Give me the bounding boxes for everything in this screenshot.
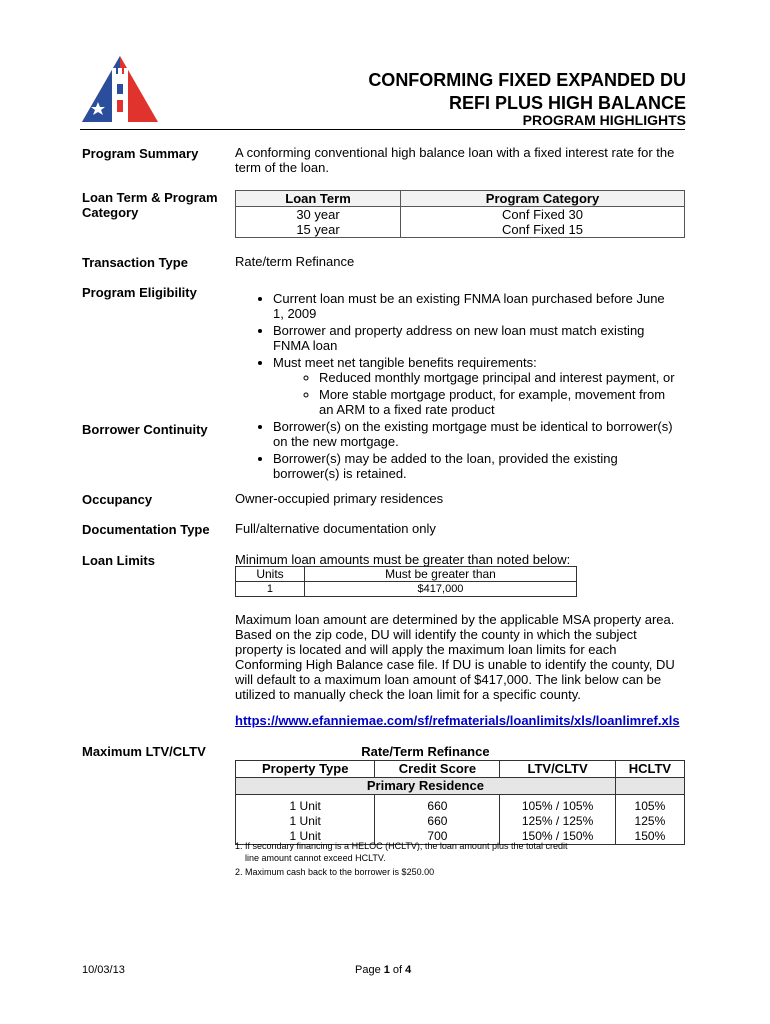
label-borrower-continuity: Borrower Continuity — [82, 422, 208, 437]
program-eligibility-list — [235, 291, 675, 419]
program-category-header: Program Category — [401, 191, 685, 207]
sub-list-item: ◦ More stable mortgage product, for example, movement from an ARM to a fixed rate product — [319, 387, 675, 417]
loan-term-table — [235, 190, 685, 238]
table-cell: 150% / 150% — [500, 829, 615, 845]
table-cell: Conf Fixed 15 — [401, 222, 685, 238]
table-cell: 660 — [375, 799, 500, 814]
company-logo-icon — [80, 54, 160, 124]
sub-list-item: ◦ Reduced monthly mortgage principal and interest payment, or — [319, 370, 675, 385]
hcltv-header: HCLTV — [615, 761, 684, 778]
loan-limits-paragraph: Maximum loan amount are determined by the applicable MSA property area. Based on the zip code, DU will identify the county in which the subject property is located and will apply the maximum loan limits for each Conforming High Balance case file. If DU is unable to identify the county, DU will default to a maximum loan amount of $417,000. The link below can be utilized to manually check the loan limit for a specific county. — [235, 612, 675, 702]
table-cell: 1 — [236, 582, 305, 597]
program-summary-text: A conforming conventional high balance loan with a fixed interest rate for the term of the loan. — [235, 145, 675, 175]
borrower-continuity-list — [235, 419, 675, 483]
label-documentation-type: Documentation Type — [82, 522, 210, 537]
table-cell: 1 Unit — [236, 829, 375, 845]
table-cell: 1 Unit — [236, 799, 375, 814]
footer-page-number — [355, 964, 411, 976]
table-cell: $417,000 — [304, 582, 576, 597]
property-type-header: Property Type — [236, 761, 375, 778]
credit-score-header: Credit Score — [375, 761, 500, 778]
footnote-1: 1. If secondary financing is a HELOC (HCLTV), the loan amount plus the total credit — [235, 841, 568, 851]
ltv-cltv-header: LTV/CLTV — [500, 761, 615, 778]
table-cell: 105% / 105% — [500, 799, 615, 814]
table-cell: 700 — [375, 829, 500, 845]
document-title-line1: CONFORMING FIXED EXPANDED DU — [368, 70, 686, 90]
page-of: of — [389, 964, 406, 976]
table-cell: 15 year — [236, 222, 401, 238]
page-num: 1 — [383, 964, 390, 976]
header-rule — [80, 129, 685, 130]
list-item-text: Must meet net tangible benefits requirements: — [273, 355, 537, 370]
primary-residence-row: Primary Residence — [236, 778, 616, 795]
footnote-2: 2. Maximum cash back to the borrower is $250.00 — [235, 867, 435, 877]
list-item: • Borrower(s) on the existing mortgage must be identical to borrower(s) on the new mortgage. — [273, 419, 675, 449]
label-transaction-type: Transaction Type — [82, 255, 188, 270]
ltv-caption: Rate/Term Refinance — [361, 744, 490, 759]
label-occupancy: Occupancy — [82, 492, 153, 507]
ltv-table — [235, 744, 685, 845]
footnote-1-continued: line amount cannot exceed HCLTV. — [245, 853, 386, 863]
page-prefix: Page — [355, 964, 384, 976]
transaction-type-text: Rate/term Refinance — [235, 254, 355, 269]
loan-limits-link[interactable]: https://www.efanniemae.com/sf/refmaterials/loanlimits/xls/loanlimref.xls — [235, 713, 680, 728]
table-cell: 125% — [615, 814, 684, 829]
label-program-eligibility: Program Eligibility — [82, 285, 197, 300]
table-cell: 1 Unit — [236, 814, 375, 829]
must-be-greater-header: Must be greater than — [304, 567, 576, 582]
label-loan-limits: Loan Limits — [82, 553, 155, 568]
page-total: 4 — [405, 964, 412, 976]
occupancy-text: Owner-occupied primary residences — [235, 491, 444, 506]
list-item: • Borrower(s) may be added to the loan, provided the existing borrower(s) is retained. — [273, 451, 675, 481]
label-max-ltv: Maximum LTV/CLTV — [82, 744, 206, 759]
table-cell: 30 year — [236, 207, 401, 223]
label-loan-term: Loan Term & Program Category — [82, 190, 218, 220]
loan-limits-intro: Minimum loan amounts must be greater than noted below: — [235, 552, 571, 567]
loan-term-header: Loan Term — [236, 191, 401, 207]
table-cell: Conf Fixed 30 — [401, 207, 685, 223]
table-cell: 150% — [615, 829, 684, 845]
units-header: Units — [236, 567, 305, 582]
list-item — [273, 355, 675, 417]
table-cell: 125% / 125% — [500, 814, 615, 829]
footer-date: 10/03/13 — [82, 964, 125, 976]
minimum-loan-table — [235, 566, 577, 597]
document-title-line2: REFI PLUS HIGH BALANCE — [448, 93, 686, 113]
list-item: • Current loan must be an existing FNMA loan purchased before June 1, 2009 — [273, 291, 675, 321]
label-program-summary: Program Summary — [82, 146, 199, 161]
documentation-type-text: Full/alternative documentation only — [235, 521, 436, 536]
table-cell: 660 — [375, 814, 500, 829]
table-cell: 105% — [615, 799, 684, 814]
document-subtitle: PROGRAM HIGHLIGHTS — [522, 112, 686, 128]
list-item: • Borrower and property address on new loan must match existing FNMA loan — [273, 323, 675, 353]
